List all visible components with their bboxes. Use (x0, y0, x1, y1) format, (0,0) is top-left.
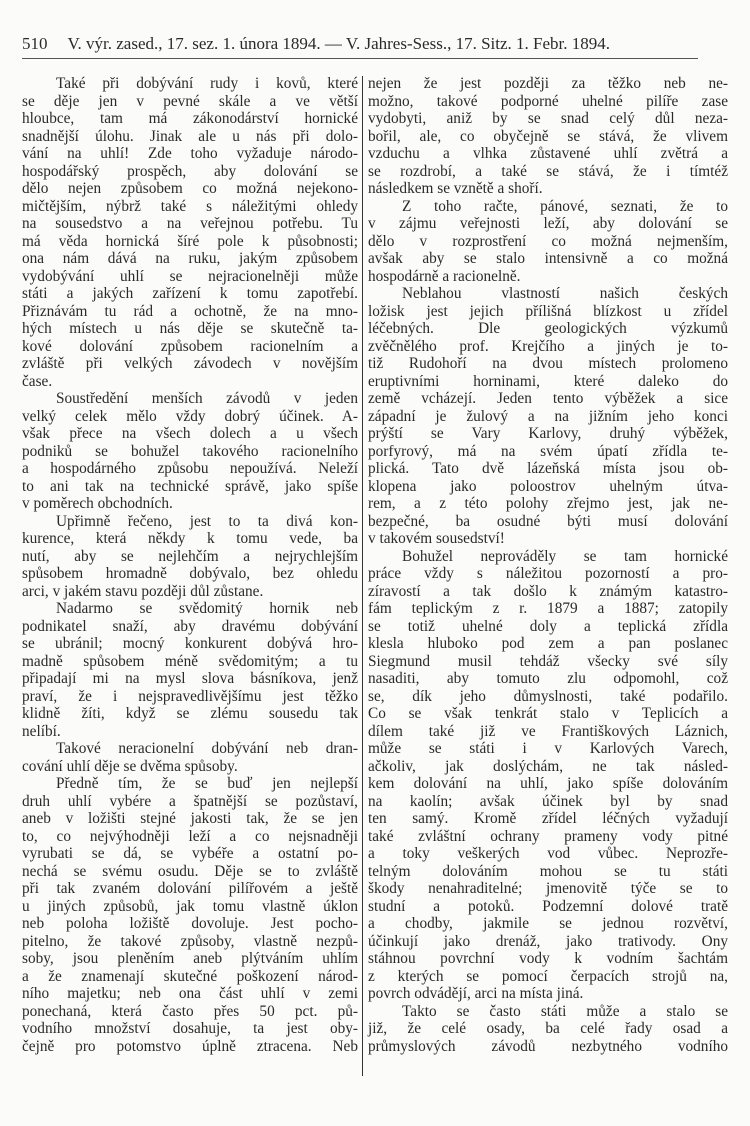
text-line: podnikatel snaží, aby dravému dobývání (22, 617, 358, 635)
text-line: se, dík jeho důmyslnosti, také podařilo. (368, 687, 728, 705)
text-line: cování uhlí děje se dvěma spůsoby. (22, 757, 238, 775)
text-line: prýští se Vary Karlovy, druhý výběžek, (368, 425, 728, 442)
text-line: rem, a z této polohy zřejmo jest, jak ne- (368, 495, 728, 512)
text-line: a že znamenají skutečné poškození národ- (22, 967, 358, 985)
paragraph (368, 1003, 728, 1056)
text-line: ložisk jest jejich přílišná blízkost u zřídel (368, 302, 728, 320)
paragraph (22, 600, 358, 740)
text-line: pitelno, že takové způsoby, vlastně nezpů- (22, 932, 358, 950)
text-line: na sousedstvo a na veřejnou potřebu. Tu (22, 215, 358, 232)
text-line: hloubce, tam má zákonodárství hornické (22, 110, 358, 127)
text-line: nejen že jest později za těžko neb ne- (368, 75, 728, 92)
text-line: možno, takové podporné uhelné pilíře zase (368, 92, 728, 110)
text-line: neb poloha ložiště dovoluje. Jest pocho- (22, 915, 358, 932)
text-line: bezpečné, ba osudné býti musí dolování (368, 512, 728, 530)
text-line: velký celek mělo vždy dobrý účinek. A- (22, 407, 358, 425)
text-line: země vcházejí. Jeden tento výběžek a sice (368, 390, 728, 407)
text-line: nutí, aby se nejlehčím a nejrychlejším (22, 547, 358, 565)
text-line: a chodby, jakmile se jednou rozvětví, (368, 915, 728, 932)
text-line: studní a potoků. Podzemní dolové tratě (368, 897, 728, 915)
text-line: zvěčnělého prof. Krejčího a jiných je to- (368, 337, 728, 355)
text-line: ten samý. Kromě zřídel léčných vyžadují (368, 810, 728, 827)
running-title: V. výr. zased., 17. sez. 1. února 1894. — V. Jahres-Sess., 17. Sitz. 1. Febr. 1894. (67, 34, 611, 53)
text-line: Nadarmo se svědomitý hornik neb (56, 600, 358, 617)
text-line: nelíbí. (22, 722, 61, 740)
text-line: eruptivními horninami, které daleko do (368, 372, 728, 390)
text-line: povrch odvádějí, arci na místa jiná. (368, 985, 584, 1002)
text-line: soby, jsou pleněním aneb plýtváním uhlím (22, 950, 358, 967)
text-line: Takové neracionelní dobývání neb dran- (56, 740, 358, 757)
text-line: bořil, ale, co obyčejně se stává, že vlivem (368, 127, 728, 145)
text-line: Bohužel neprováděly se tam hornické (402, 547, 728, 565)
text-line: druh uhlí vybére a špatnější se pozůstaví, (22, 792, 358, 810)
text-line: Předně tím, že se buď jen nejlepší (56, 775, 358, 792)
paragraph (22, 775, 358, 1055)
paragraph (22, 740, 358, 775)
text-line: vydobyti, aniž by se snad celý důl neza- (368, 110, 728, 127)
text-line: léčebných. Dle geologických výzkumů (368, 320, 728, 337)
text-line: v poměrech obchodních. (22, 495, 173, 512)
text-line: ačkoliv, jak doslýchám, ne tak násled- (368, 757, 728, 775)
text-line: kem dolování na uhlí, jako spíše dolováním (368, 775, 728, 792)
text-line: ponechaná, která často přes 50 pct. pů- (22, 1002, 358, 1020)
paragraph (368, 548, 728, 1003)
text-line: průmyslových závodů nezbytného vodního (368, 1037, 728, 1055)
text-line: spůsobem hromadně dobývalo, bez ohledu (22, 565, 358, 582)
text-line: nasaditi, aby tomuto zlu odpomohl, což (368, 670, 728, 687)
text-line: Také při dobývání rudy i kovů, které (56, 75, 358, 92)
text-line: připadají mi na mysl slova básníkova, jenž (22, 670, 358, 687)
text-line: již, že celé osady, ba celé řady osad a (368, 1020, 728, 1037)
page-number: 510 (22, 34, 48, 53)
text-line: Siegmund musil tehdáž všecky své síly (368, 652, 728, 670)
paragraph (368, 285, 728, 548)
text-line: z kterých se pomocí čerpacích strojů na, (368, 967, 728, 985)
text-line: to, co nejvýhodněji leží a co nejsnadněji (22, 827, 358, 845)
text-line: klesla hluboko pod zem a pan poslanec (368, 635, 728, 652)
header-rule (22, 58, 698, 59)
text-line: na kaolín; avšak účinek byl by snad (368, 792, 728, 810)
text-line: Upřimně řečeno, jest to ta divá kon- (56, 512, 358, 530)
text-line: porfyrový, má na svém úpatí zřídla te- (368, 442, 728, 460)
text-line: arci, v jakém stavu později důl zůstane. (22, 582, 264, 600)
text-line: a hospodárného způsobu nepoužívá. Neleží (22, 460, 358, 477)
text-line: dělo nejen způsobem co možná nejekono- (22, 180, 358, 197)
text-line: hých místech u nás děje se skutečně ta- (22, 320, 358, 337)
text-line: Soustředění menších závodů v jeden (56, 390, 358, 407)
text-line: aneb v ložišti stejné jakosti tak, že se jen (22, 810, 358, 827)
text-line: hospodárně a racionelně. (368, 267, 521, 285)
left-column (22, 75, 358, 1055)
text-line: ního majetku; neb ona část uhlí v zemi (22, 985, 358, 1002)
text-line: má věda hornická šíré pole k působnosti; (22, 232, 358, 250)
text-line: madně spůsobem méně svědomitým; a tu (22, 652, 358, 670)
text-line: klopena jako poloostrov uhelným útva- (368, 477, 728, 495)
text-line: plická. Tato dvě lázeňská místa jsou ob- (368, 460, 728, 477)
text-line: práce vždy s náležitou pozorností a pro- (368, 565, 728, 582)
text-line: škody nenahraditelné; jmenovitě týče se to (368, 880, 728, 897)
text-line: Co se však tenkrát stalo v Teplicích a (368, 705, 728, 722)
text-line: hospodářský prospěch, aby dolování se (22, 162, 358, 180)
text-line: v takovém sousedství! (368, 530, 505, 547)
text-line: při tak zvaném dolování pilířovém a ještě (22, 880, 358, 897)
text-line: v zájmu veřejnosti leží, aby dolování se (368, 215, 728, 232)
text-line: se totiž uhelné doly a teplická zřídla (368, 617, 728, 635)
text-line: státi a jakých zařízení k tomu zapotřebí. (22, 285, 358, 302)
text-line: fám teplickým z r. 1879 a 1887; zatopily (368, 600, 728, 617)
text-line: západní je žulový a na jižním jeho konci (368, 407, 728, 425)
running-header (22, 34, 702, 54)
text-line: vání na uhlí! Zde toho vyžaduje národo- (22, 145, 358, 162)
text-line: Neblahou vlastností našich českých (402, 285, 728, 302)
text-line: ona nám dává na ruku, jakým způsobem (22, 250, 358, 267)
text-line: praví, že i nejspravedlivějšímu jest těžko (22, 687, 358, 705)
paragraph (368, 75, 728, 198)
text-line: účinkují jako drenáž, jako trativody. Ony (368, 932, 728, 950)
text-line: čase. (22, 372, 53, 390)
text-line: čejně pro potomstvo úplně ztracena. Neb (22, 1037, 358, 1055)
text-line: následkem se vznětě a shoří. (368, 180, 543, 197)
text-line: kurence, která někdy k tomu vede, ba (22, 530, 358, 547)
text-line: vzduchu a vlhka zůstavené uhlí zvětrá a (368, 145, 728, 162)
text-line: tiž Rudohoří na dvou místech prolomeno (368, 355, 728, 372)
text-line: zíravostí a tak došlo k známým katastro- (368, 582, 728, 600)
paragraph (22, 75, 358, 390)
text-line: u jiných způsobů, jak tomu vlastně úklon (22, 897, 358, 915)
text-line: snadnější úlohu. Jinak ale u nás při dolo- (22, 127, 358, 145)
text-line: podniků se bohužel takového racionelního (22, 442, 358, 460)
text-line: však přece na všech dolech a u všech (22, 425, 358, 442)
column-separator (362, 76, 363, 1076)
text-line: Z toho račte, pánové, seznati, že to (402, 197, 728, 215)
paragraph (22, 390, 358, 513)
text-line: může se státi i v Karlových Varech, (368, 740, 728, 757)
text-line: Takto se často státi může a stalo se (402, 1002, 728, 1020)
text-line: zvláště při velkých závodech v novějším (22, 355, 358, 372)
text-line: vodního množství dosahuje, ta jest oby- (22, 1020, 358, 1037)
text-line: Přiznávám tu rád a ochotně, že na mno- (22, 302, 358, 320)
text-line: a toky veškerých vod vůbec. Neprozře- (368, 845, 728, 862)
text-line: to ani tak na technické správě, jako spíše (22, 477, 358, 495)
text-line: avšak aby se stalo intensivně a co možná (368, 250, 728, 267)
text-line: kové dolování způsobem racionelním a (22, 337, 358, 355)
text-line: se děje jen v pevné skále a ve větší (22, 92, 358, 110)
text-line: se ubránil; mocný konkurent dobývá hro- (22, 635, 358, 652)
text-line: také zvláštní ochrany prameny vody pitné (368, 827, 728, 845)
paragraph (368, 198, 728, 286)
text-line: klidně žíti, když se zlému sousedu tak (22, 705, 358, 722)
text-line: mičtějším, nýbrž také s náležitými ohledy (22, 197, 358, 215)
text-line: se rozdrobí, a také se stává, že i tímtéž (368, 162, 728, 180)
text-line: vydobývání uhlí se nejracionelněji může (22, 267, 358, 285)
right-column (368, 75, 728, 1055)
text-line: dílem také již ve Františkových Láznich, (368, 722, 728, 740)
text-line: nechá se svému osudu. Děje se to zvláště (22, 862, 358, 880)
paragraph (22, 513, 358, 601)
text-line: telným dolováním mohou se tu státi (368, 862, 728, 880)
text-line: stáhnou povrchní vody k vodním šachtám (368, 950, 728, 967)
text-line: vyrubati se dá, se vybéře a ostatní po- (22, 845, 358, 862)
text-line: dělo v rozprostření co možná nejmenším, (368, 232, 728, 250)
